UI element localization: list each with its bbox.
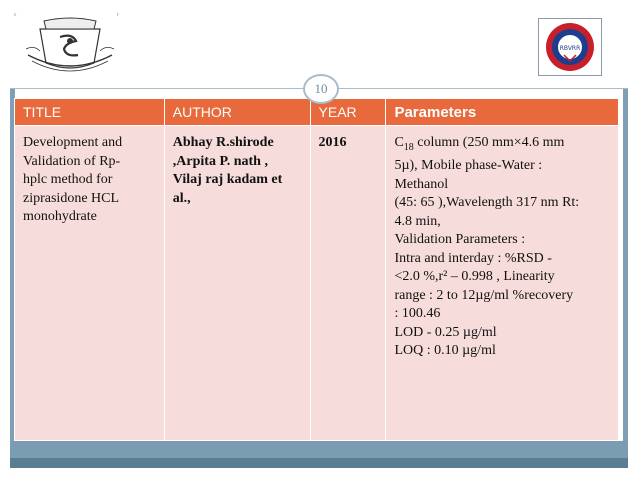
cell-year: [310, 126, 386, 441]
cell-year-text: 2016: [318, 135, 347, 150]
corner-mark-left: ᶜ: [14, 12, 17, 20]
column-prefix: C: [394, 135, 404, 150]
literature-table: [14, 98, 619, 441]
corner-mark-right: ᶦ: [117, 12, 119, 20]
university-crest-logo: [20, 15, 120, 75]
cell-parameters: [386, 126, 619, 441]
column-subscript: 18: [403, 141, 414, 153]
header-author: AUTHOR: [164, 99, 310, 126]
header-title: TITLE: [15, 99, 165, 126]
header-parameters: Parameters: [386, 99, 619, 126]
college-emblem-logo: [538, 18, 602, 76]
right-side-rail: [623, 89, 628, 468]
emblem-text: RBVRR: [559, 45, 581, 52]
slide-number: 10: [303, 74, 339, 104]
cell-author: [164, 126, 310, 441]
cell-parameters-text: [394, 134, 612, 361]
cell-author-text: Abhay R.shirode ,Arpita P. nath , Vilaj raj kadam et al.,: [172, 135, 283, 206]
cell-title: [15, 126, 165, 441]
table-row: [15, 126, 619, 441]
footer-band-dark: [10, 458, 628, 468]
parameters-body: column (250 mm×4.6 mm 5µ), Mobile phase-Water : Methanol (45: 65 ),Wavelength 317 nm Rt: 4.8 min, Validation Parameters : Intra and interday : %RSD - <2.0 %,r² – 0.998 , Linearity range : 2 to 12µg/ml %recovery : 100.46 LOD - 0.25 µg/ml LOQ : 0.10 µg/ml: [394, 135, 580, 359]
cell-title-text: Development and Validation of Rp- hplc method for ziprasidone HCL monohydrate: [23, 135, 123, 224]
header-year: YEAR: [310, 99, 386, 126]
